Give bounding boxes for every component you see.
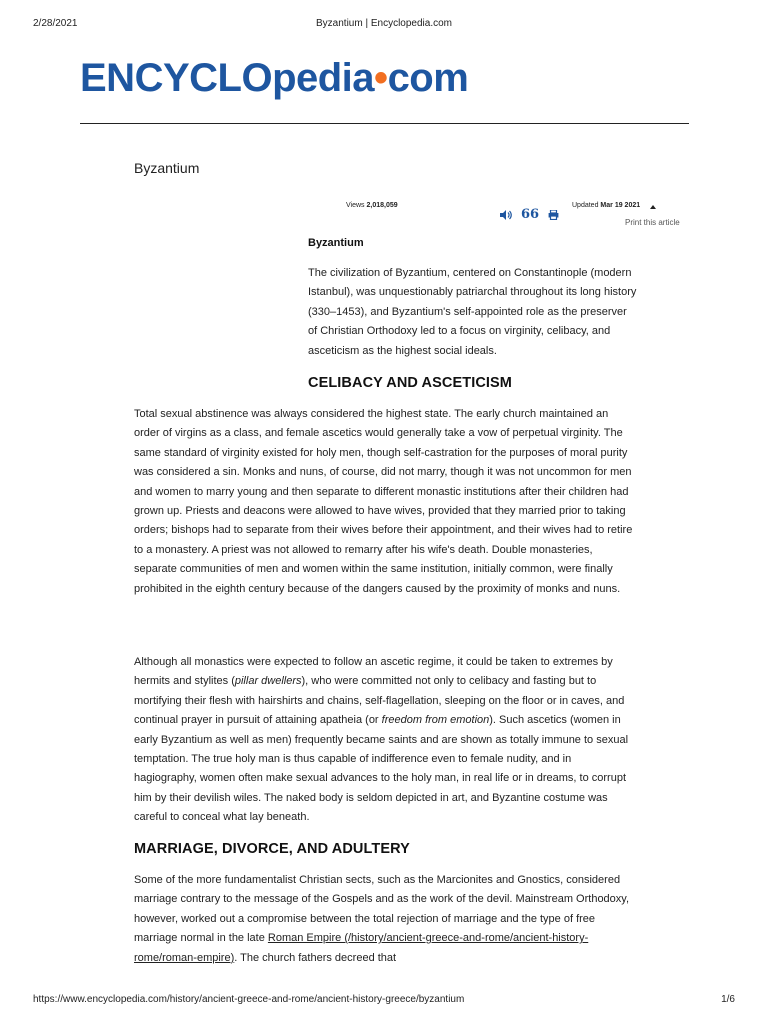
header-divider: [80, 123, 689, 124]
paragraph-marriage-1: Some of the more fundamentalist Christian sects, such as the Marcionites and Gnostics, considered marriage contrary to the message of the Gospels and as the work of the devil. Mainstream Orthodoxy, however, worked out a compromise between the total rejection of marriage and the type of free marriage normal in the late Roman Empire (/history/ancient-greece-and-rome/ancient-history-rome/roman-empire). The church fathers decreed that: [134, 874, 630, 964]
logo-dot: •: [374, 56, 388, 100]
print-url: https://www.encyclopedia.com/history/ancient-greece-and-rome/ancient-history-greece/byzantium: [33, 994, 465, 1005]
page-title: Byzantium: [134, 160, 200, 176]
section-heading-celibacy: CELIBACY AND ASCETICISM: [308, 375, 512, 391]
print-article-link[interactable]: Print this article: [625, 218, 680, 227]
quote-icon[interactable]: 66: [521, 207, 540, 222]
intro-paragraph: The civilization of Byzantium, centered on Constantinople (modern Istanbul), was unquestionably patriarchal throughout its long history (330–1453), and Byzantium's self-appointed role as the preserver of Christian Orthodoxy led to a focus on virginity, celibacy, and asceticism as the highest social ideals.: [308, 267, 637, 357]
section-heading-marriage: MARRIAGE, DIVORCE, AND ADULTERY: [134, 841, 410, 857]
updated-date: Updated Mar 19 2021: [572, 202, 641, 209]
speaker-icon[interactable]: [500, 210, 512, 220]
article-tools: [500, 208, 559, 221]
views-count: Views 2,018,059: [346, 202, 398, 209]
print-date: 2/28/2021: [33, 18, 78, 29]
encyclopedia-logo[interactable]: [80, 58, 468, 98]
paragraph-celibacy-2: Although all monastics were expected to follow an ascetic regime, it could be taken to extremes by hermits and stylites (pillar dwellers), who were committed not only to celibacy and fasting but to mortifying their flesh with hairshirts and chains, self-flagellation, sleeping on the floor or in caves, and continual prayer in pursuit of attaining apatheia (or freedom from emotion). Such ascetics (women in early Byzantium as well as men) frequently became saints and are shown as totally immune to sexual temptation. The true holy man is thus capable of indifference even to female nudity, and in hagiography, women often make sexual advances to the holy man, in real life or in dreams, to corrupt him by their devilish wiles. The naked body is seldom depicted in art, and Byzantine costume was careful to conceal what lay beneath.: [134, 656, 629, 824]
print-icon[interactable]: [548, 210, 559, 220]
term-freedom-from-emotion: freedom from emotion: [381, 714, 490, 727]
roman-empire-link[interactable]: Roman Empire (/history/ancient-greece-and-rome/ancient-history-rome/roman-empire): [134, 932, 589, 964]
paragraph-celibacy-1: Total sexual abstinence was always considered the highest state. The early church maintained an order of virgins as a class, and female ascetics would generally take a vow of perpetual virginity. The same standard of virginity existed for holy men, though self-castration for the purposes of moral purity was considered a sin. Monks and nuns, of course, did not marry, though it was not uncommon for men and women to marry young and then separate to different monastic institutions after their children had grown up. Priests and deacons were allowed to have wives, provided that they married prior to taking orders; bishops had to separate from their wives before their appointment, and their wives had to retire to a monastery. A priest was not allowed to remarry after his wife's death. Double monasteries, separate communities of men and women within the same institution, initially common, were finally prohibited in the eighth century because of the dangers caused by the proximity of monks and nuns.: [134, 408, 633, 595]
scroll-up-icon[interactable]: [650, 205, 656, 209]
page-number: 1/6: [721, 994, 735, 1005]
logo-text-encyclopedia: ENCYCLOpedia: [80, 56, 375, 100]
intro-heading: Byzantium: [308, 237, 364, 249]
print-title: Byzantium | Encyclopedia.com: [316, 18, 452, 29]
logo-text-com: com: [387, 56, 469, 100]
term-pillar-dwellers: pillar dwellers: [234, 675, 302, 688]
